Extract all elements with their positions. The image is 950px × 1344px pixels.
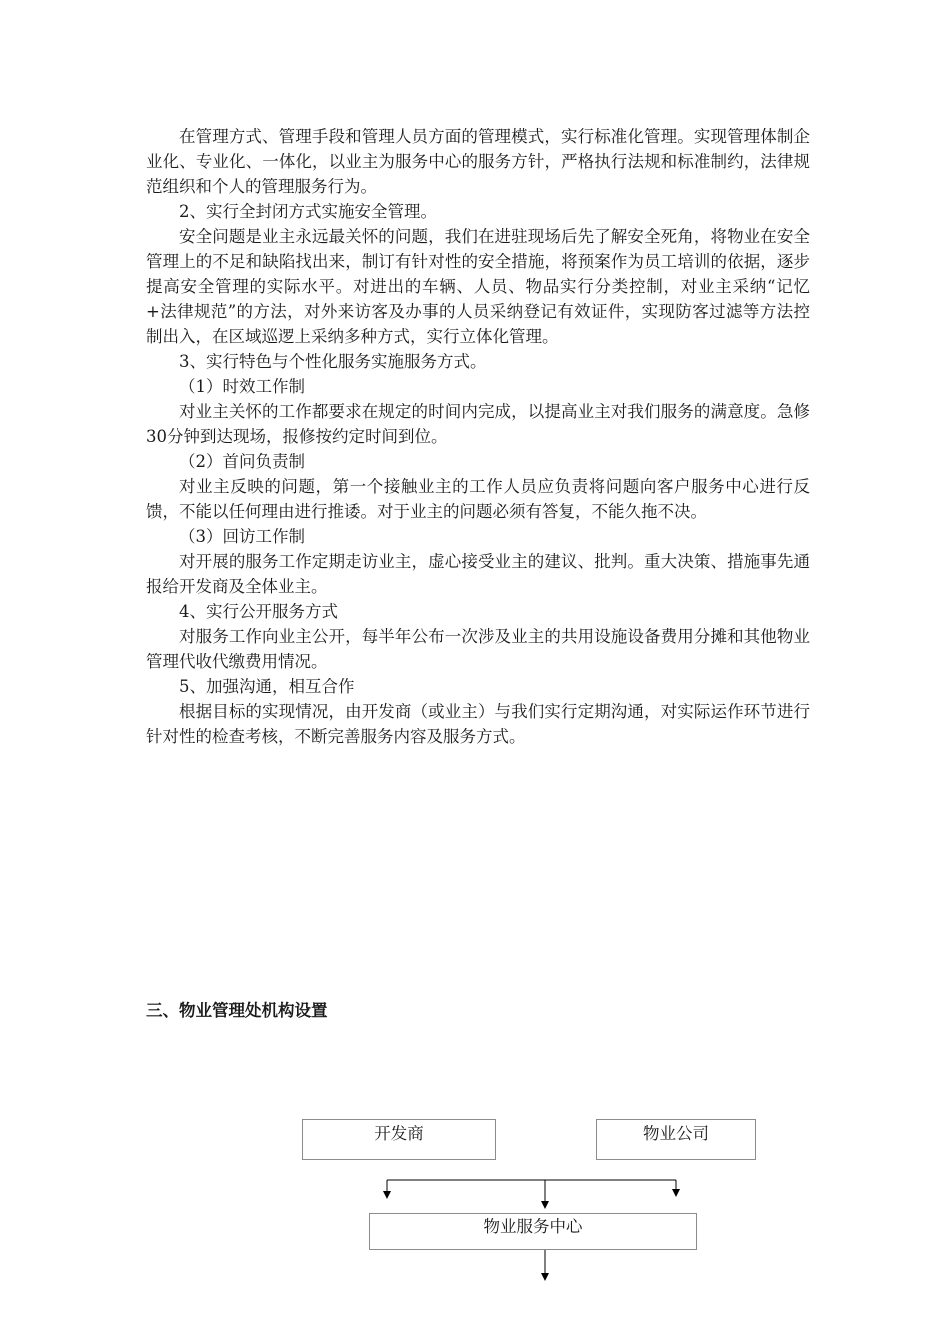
arrow-right-icon [672, 1189, 680, 1197]
arrow-left-icon [383, 1191, 391, 1199]
org-node-property-company: 物业公司 [596, 1119, 756, 1160]
org-node-service-center: 物业服务中心 [369, 1213, 697, 1250]
paragraph-communication: 根据目标的实现情况，由开发商（或业主）与我们实行定期沟通，对实际运作环节进行针对性的检查考核，不断完善服务内容及服务方式。 [146, 702, 810, 746]
item-4-heading: 4、实行公开服务方式 [179, 602, 338, 621]
paragraph-timeliness: 对业主关怀的工作都要求在规定的时间内完成，以提高业主对我们服务的满意度。急修30分钟到达现场，报修按约定时间到位。 [146, 402, 810, 446]
paragraph-follow-up: 对开展的服务工作定期走访业主，虚心接受业主的建议、批判。重大决策、措施事先通报给开发商及全体业主。 [146, 552, 810, 596]
paragraph-first-responsibility: 对业主反映的问题，第一个接触业主的工作人员应负责将问题向客户服务中心进行反馈，不能以任何理由进行推诿。对于业主的问题必须有答复，不能久拖不决。 [146, 477, 810, 521]
arrow-center-icon [541, 1201, 549, 1209]
sub-item-3-heading: （3）回访工作制 [179, 527, 305, 546]
sub-item-2-heading: （2）首问负责制 [179, 452, 305, 471]
paragraph-openness: 对服务工作向业主公开，每半年公布一次涉及业主的共用设施设备费用分摊和其他物业管理代收代缴费用情况。 [146, 627, 810, 671]
body-text [146, 124, 810, 749]
sub-item-1-heading: （1）时效工作制 [179, 377, 305, 396]
paragraph-management-mode: 在管理方式、管理手段和管理人员方面的管理模式，实行标准化管理。实现管理体制企业化、专业化、一体化，以业主为服务中心的服务方针，严格执行法规和标准制约，法律规范组织和个人的管理服务行为。 [146, 127, 810, 196]
paragraph-security: 安全问题是业主永远最关怀的问题，我们在进驻现场后先了解安全死角，将物业在安全管理上的不足和缺陷找出来，制订有针对性的安全措施，将预案作为员工培训的依据，逐步提高安全管理的实际水平。对进出的车辆、人员、物品实行分类控制，对业主采纳“记忆+法律规范”的方法，对外来访客及办事的人员采纳登记有效证件，实现防客过滤等方法控制出入，在区域巡逻上采纳多种方式，实行立体化管理。 [146, 227, 810, 346]
item-3-heading: 3、实行特色与个性化服务实施服务方式。 [179, 352, 487, 371]
item-5-heading: 5、加强沟通，相互合作 [179, 677, 355, 696]
org-node-developer: 开发商 [302, 1119, 496, 1160]
item-2-heading: 2、实行全封闭方式实施安全管理。 [179, 202, 437, 221]
arrow-bottom-icon [541, 1273, 549, 1281]
section-heading: 三、物业管理处机构设置 [146, 1001, 328, 1020]
